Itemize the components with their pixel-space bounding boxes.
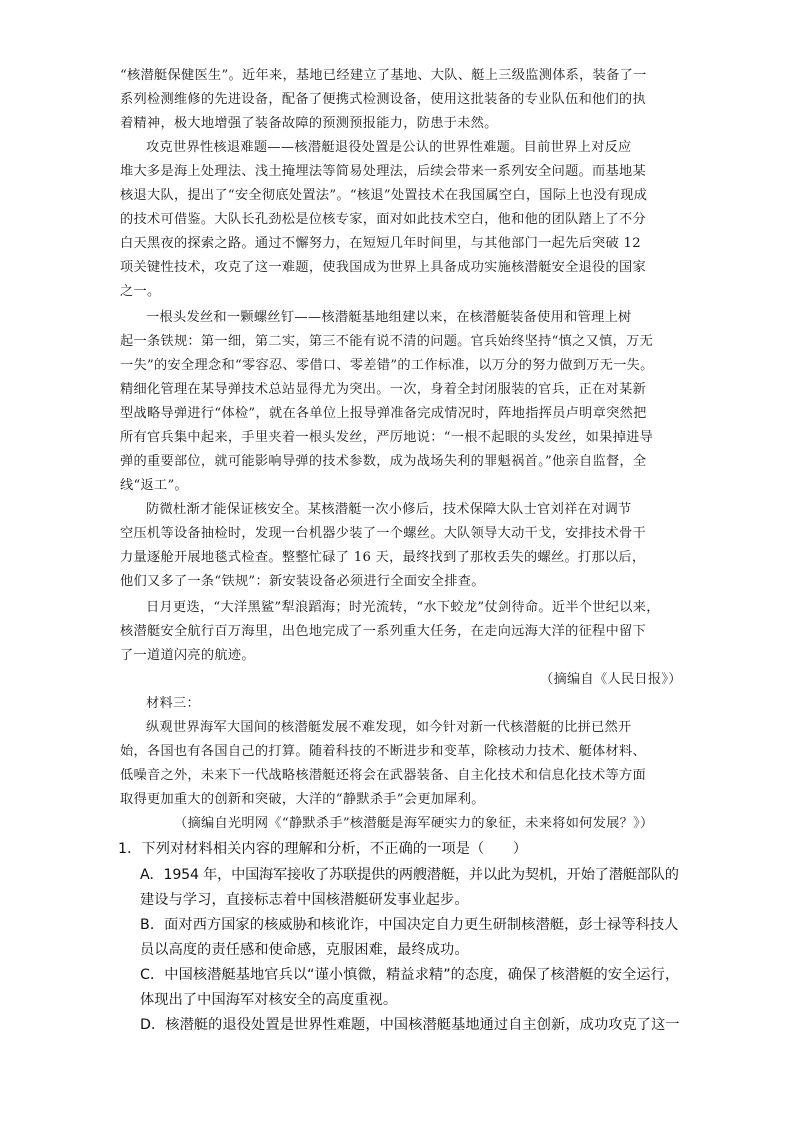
option-c: C．中国核潜艇基地官兵以“谨小慎微，精益求精”的态度，确保了核潜艇的安全运行， (140, 967, 680, 983)
question-stem: 1．下列对材料相关内容的理解和分析，不正确的一项是（ ） (118, 841, 528, 857)
text-line: 核潜艇安全航行百万海里，出色地完成了一系列重大任务，在走向远海大洋的征程中留下 (120, 624, 647, 639)
text-line: 线“返工”。 (120, 478, 189, 493)
text-line: 防微杜渐才能保证核安全。某核潜艇一次小修后，技术保障大队士官刘祥在对调节 (146, 502, 632, 517)
text-line: 核退大队，提出了“安全彻底处置法”。“核退”处置技术在我国属空白，国际上也没有现成 (120, 188, 648, 203)
text-line: 空压机等设备抽检时，发现一台机器少装了一个螺丝。大队领导大动干戈，安排技术骨干 (120, 526, 647, 541)
text-line: 白天黑夜的探索之路。通过不懈努力，在短短几年时间里，与其他部门一起先后突破 12 (120, 236, 641, 251)
text-line: 型战略导弹进行“体检”，就在各单位上报导弹准备完成情况时，阵地指挥员卢明章突然把 (120, 406, 647, 421)
text-line: 堆大多是海上处理法、浅土掩埋法等简易处理法，后续会带来一系列安全问题。而基地某 (120, 164, 647, 179)
text-line: 着精神，极大地增强了装备故障的预测预报能力，防患于未然。 (120, 116, 498, 131)
text-line: “核潜艇保健医生”。近年来，基地已经建立了基地、大队、艇上三级监测体系，装备了一 (120, 68, 647, 83)
option-b-cont: 员以高度的责任感和使命感，克服困难，最终成功。 (140, 942, 469, 958)
text-line: 系列检测维修的先进设备，配备了便携式检测设备，使用这批装备的专业队伍和他们的执 (120, 92, 647, 107)
text-line: 了一道道闪亮的航迹。 (120, 648, 255, 663)
text-line: 起一条铁规：第一细，第二实，第三不能有说不清的问题。官兵始终坚持“慎之又慎，万无 (120, 334, 654, 349)
text-line: 纵观世界海军大国间的核潜艇发展不难发现，如今针对新一代核潜艇的比拼已然开 (146, 720, 632, 735)
option-a-cont: 建设与学习，直接标志着中国核潜艇研发事业起步。 (140, 892, 469, 908)
text-line: 一失”的安全理念和“零容忍、零借口、零差错”的工作标准，以万分的努力做到万无一失。 (120, 358, 654, 373)
section-title: 材料三： (146, 696, 200, 711)
text-line: 始，各国也有各国自己的打算。随着科技的不断进步和变革，除核动力技术、艇体材料、 (120, 744, 647, 759)
text-line: 之一。 (120, 284, 161, 299)
text-line: 日月更迭，“大洋黑鲨”犁浪蹈海；时光流转，“水下蛟龙”仗剑待命。近半个世纪以来， (146, 600, 660, 615)
text-line: 低噪音之外，未来下一代战略核潜艇还将会在武器装备、自主化技术和信息化技术等方面 (120, 768, 647, 783)
text-line: 的技术可借鉴。大队长孔劲松是位核专家，面对如此技术空白，他和他的团队踏上了不分 (120, 212, 647, 227)
text-line: 攻克世界性核退难题——核潜艇退役处置是公认的世界性难题。目前世界上对反应 (146, 140, 632, 155)
text-line: 所有官兵集中起来，手里夹着一根头发丝，严厉地说：“一根不起眼的头发丝，如果掉进导 (120, 430, 654, 445)
text-line: 力量逐舱开展地毯式检查。整整忙碌了 16 天，最终找到了那枚丢失的螺丝。打那以后， (120, 550, 646, 565)
text-line: 精细化管理在某导弹技术总站显得尤为突出。一次，身着全封闭服装的官兵，正在对某新 (120, 382, 647, 397)
option-a: A．1954 年，中国海军接收了苏联提供的两艘潜艇，并以此为契机，开始了潜艇部队的 (140, 867, 679, 883)
text-line: 一根头发丝和一颗螺丝钉——核潜艇基地组建以来，在核潜艇装备使用和管理上树 (146, 310, 632, 325)
text-line: 他们又多了一条“铁规”：新安装设备必须进行全面安全排查。 (120, 574, 485, 589)
text-line: 弹的重要部位，就可能影响导弹的技术参数，成为战场失利的罪魁祸首。”他亲自监督，全 (120, 454, 647, 469)
text-line: 取得更加重大的创新和突破，大洋的“静默杀手”会更加犀利。 (120, 792, 485, 807)
source-citation: （摘编自光明网《“静默杀手”核潜艇是海军硬实力的象征，未来将如何发展？》） (174, 816, 654, 831)
option-c-cont: 体现出了中国海军对核安全的高度重视。 (140, 992, 398, 1008)
text-line: 项关键性技术，攻克了这一难题，使我国成为世界上具备成功实施核潜艇安全退役的国家 (120, 260, 647, 275)
option-b: B．面对西方国家的核威胁和核讹诈，中国决定自力更生研制核潜艇，彭士禄等科技人 (140, 917, 679, 933)
option-d: D．核潜艇的退役处置是世界性难题，中国核潜艇基地通过自主创新，成功攻克了这一 (140, 1017, 680, 1033)
source-citation: （摘编自《人民日报》） (540, 672, 682, 687)
